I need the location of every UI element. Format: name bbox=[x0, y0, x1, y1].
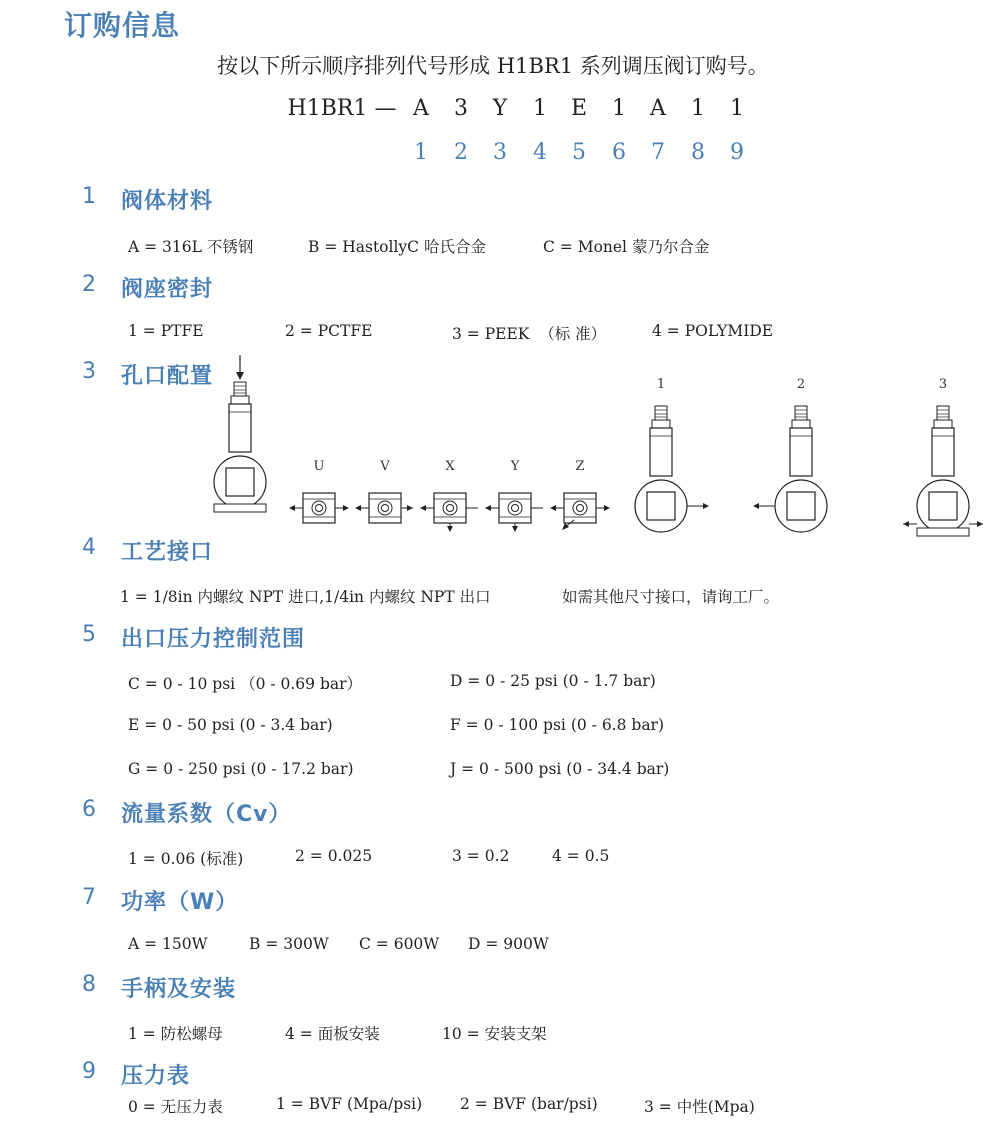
option-text: 3 = 0.2 bbox=[452, 847, 510, 865]
section-title: 阀体材料 bbox=[121, 189, 214, 214]
option-text: D = 0 - 25 psi (0 - 1.7 bar) bbox=[450, 672, 656, 690]
option-text: 3 = PEEK （标 准） bbox=[452, 325, 607, 343]
section-title: 压力表 bbox=[121, 1064, 191, 1089]
code-letter: 1 bbox=[612, 96, 626, 121]
section-number: 2 bbox=[82, 272, 96, 297]
port-label-y: Y bbox=[510, 459, 520, 474]
option-text: B = 300W bbox=[249, 935, 329, 953]
port-label-z: Z bbox=[575, 459, 585, 474]
mount-drawing-2 bbox=[753, 406, 827, 532]
mount-label-2: 2 bbox=[796, 377, 806, 392]
option-text: 3 = 中性(Mpa) bbox=[644, 1098, 755, 1116]
code-position: 9 bbox=[730, 140, 744, 165]
section-title: 流量系数（Cv） bbox=[121, 802, 292, 827]
option-text: 1 = 防松螺母 bbox=[128, 1025, 223, 1043]
section-title: 孔口配置 bbox=[121, 364, 214, 389]
section-title: 出口压力控制范围 bbox=[121, 627, 306, 652]
section-number: 7 bbox=[82, 885, 96, 910]
option-text: 2 = PCTFE bbox=[285, 322, 373, 340]
code-prefix: H1BR1 — bbox=[287, 96, 397, 121]
code-letter: A bbox=[413, 96, 429, 121]
option-text: F = 0 - 100 psi (0 - 6.8 bar) bbox=[450, 716, 665, 734]
option-text: B = HastollyC 哈氏合金 bbox=[308, 238, 486, 256]
option-text: 2 = BVF (bar/psi) bbox=[460, 1095, 598, 1113]
port-label-x: X bbox=[445, 459, 455, 474]
code-position: 5 bbox=[572, 140, 586, 165]
option-text: 1 = BVF (Mpa/psi) bbox=[276, 1095, 423, 1113]
port-configuration-diagram bbox=[0, 0, 986, 545]
section-number: 6 bbox=[82, 797, 96, 822]
option-text: C = 0 - 10 psi （0 - 0.69 bar） bbox=[128, 675, 363, 693]
option-text: 2 = 0.025 bbox=[295, 847, 373, 865]
option-text: 0 = 无压力表 bbox=[128, 1098, 223, 1116]
code-letter: A bbox=[650, 96, 666, 121]
code-position: 7 bbox=[651, 140, 665, 165]
code-letter: 1 bbox=[533, 96, 547, 121]
option-text: 4 = 0.5 bbox=[552, 847, 610, 865]
mount-drawing-3 bbox=[903, 406, 983, 536]
option-text: E = 0 - 50 psi (0 - 3.4 bar) bbox=[128, 716, 333, 734]
option-text: C = Monel 蒙乃尔合金 bbox=[543, 238, 710, 256]
port-config-y bbox=[485, 493, 543, 532]
section-number: 3 bbox=[82, 359, 96, 384]
port-label-u: U bbox=[313, 459, 325, 474]
option-text: 如需其他尺寸接口，请询工厂。 bbox=[562, 588, 780, 606]
option-text: 1 = 1/8in 内螺纹 NPT 进口,1/4in 内螺纹 NPT 出口 bbox=[120, 588, 491, 606]
code-position: 1 bbox=[414, 140, 428, 165]
mount-label-1: 1 bbox=[656, 377, 666, 392]
page-title: 订购信息 bbox=[64, 9, 181, 42]
section-number: 8 bbox=[82, 972, 96, 997]
option-text: 1 = 0.06 (标准) bbox=[128, 850, 244, 868]
section-title: 阀座密封 bbox=[121, 277, 214, 302]
option-text: C = 600W bbox=[359, 935, 440, 953]
option-text: G = 0 - 250 psi (0 - 17.2 bar) bbox=[128, 760, 354, 778]
section-number: 1 bbox=[82, 184, 96, 209]
code-position: 2 bbox=[454, 140, 468, 165]
code-letter: 1 bbox=[691, 96, 705, 121]
code-letter: 3 bbox=[454, 96, 468, 121]
option-text: D = 900W bbox=[468, 935, 549, 953]
section-title: 手柄及安装 bbox=[121, 977, 237, 1002]
port-config-x bbox=[420, 493, 478, 532]
code-letter: E bbox=[570, 96, 588, 121]
code-letter: 1 bbox=[730, 96, 744, 121]
option-text: A = 316L 不锈钢 bbox=[128, 238, 254, 256]
section-title: 功率（W） bbox=[121, 890, 239, 915]
regulator-drawing bbox=[214, 355, 266, 512]
code-letter: Y bbox=[492, 96, 508, 121]
option-text: J = 0 - 500 psi (0 - 34.4 bar) bbox=[450, 760, 670, 778]
section-number: 9 bbox=[82, 1059, 96, 1084]
code-position: 4 bbox=[533, 140, 547, 165]
option-text: A = 150W bbox=[128, 935, 208, 953]
mount-label-3: 3 bbox=[938, 377, 948, 392]
port-label-v: V bbox=[380, 459, 390, 474]
port-config-v bbox=[355, 493, 413, 523]
code-position: 6 bbox=[612, 140, 626, 165]
section-number: 5 bbox=[82, 622, 96, 647]
option-text: 4 = 面板安装 bbox=[285, 1025, 380, 1043]
option-text: 1 = PTFE bbox=[128, 322, 204, 340]
code-position: 3 bbox=[493, 140, 507, 165]
intro-text: 按以下所示顺序排列代号形成 H1BR1 系列调压阀订购号。 bbox=[217, 54, 769, 78]
section-number: 4 bbox=[82, 535, 96, 560]
port-config-z bbox=[550, 493, 610, 530]
section-title: 工艺接口 bbox=[121, 540, 214, 565]
option-text: 4 = POLYMIDE bbox=[652, 322, 774, 340]
port-config-u bbox=[289, 493, 349, 523]
mount-drawing-1 bbox=[635, 406, 709, 532]
option-text: 10 = 安装支架 bbox=[442, 1025, 547, 1043]
code-position: 8 bbox=[691, 140, 705, 165]
